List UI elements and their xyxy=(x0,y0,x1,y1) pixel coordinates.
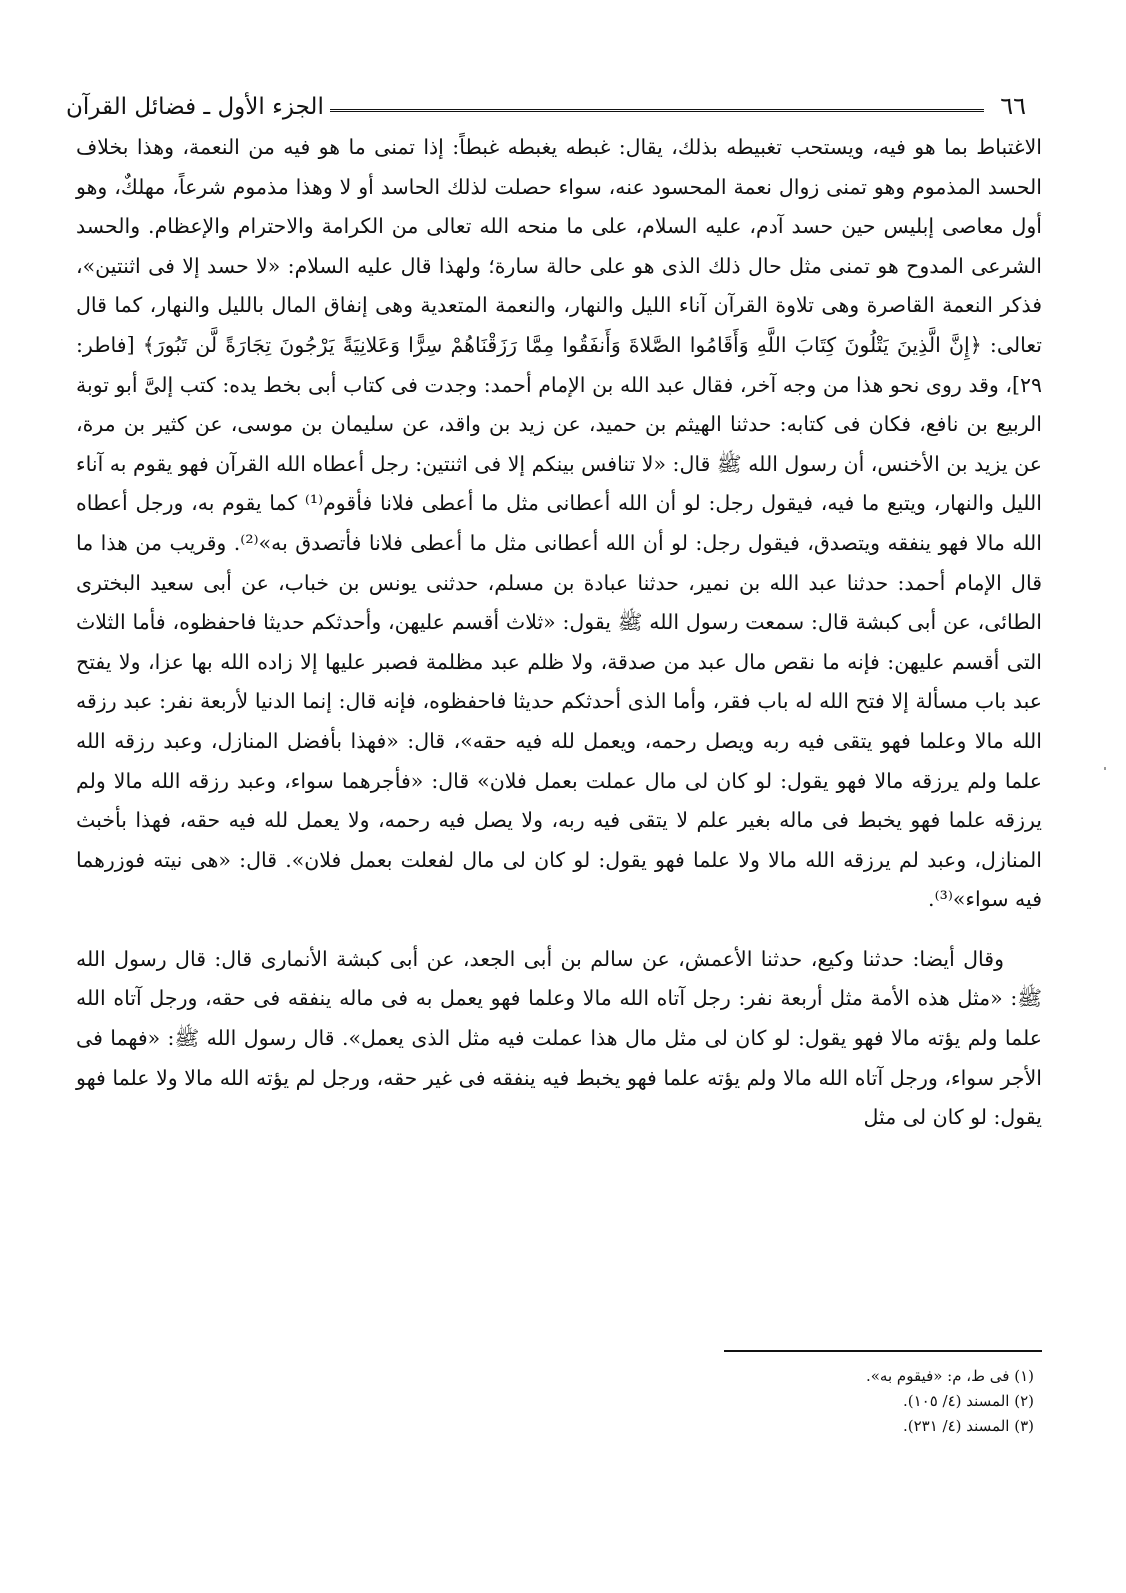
running-title: الجزء الأول ـ فضائل القرآن xyxy=(66,94,324,120)
main-text xyxy=(76,128,1042,1138)
paragraph: الاغتباط بما هو فيه، ويستحب تغبيطه بذلك، يقال: غبطه يغبطه غبطاً: إذا تمنى ما هو فيه من النعمة، وهذا بخلاف الحسد المذموم وهو تمنى زوال نعمة المحسود عنه، سواء حصلت لذلك الحاسد أو لا وهذا مذموم شرعاً، مهلكٌ، وهو أول معاصى إبليس حين حسد آدم، عليه السلام، على ما منحه الله تعالى من الكرامة والاحترام والإعظام. والحسد الشرعى المدوح هو تمنى مثل حال ذلك الذى هو على حالة سارة؛ ولهذا قال عليه السلام: «لا حسد إلا فى اثنتين»، فذكر النعمة القاصرة وهى تلاوة القرآن آناء الليل والنهار، والنعمة المتعدية وهى إنفاق المال بالليل والنهار، كما قال تعالى: ﴿إِنَّ الَّذِينَ يَتْلُونَ كِتَابَ اللَّهِ وَأَقَامُوا الصَّلاةَ وَأَنفَقُوا مِمَّا رَزَقْنَاهُمْ سِرًّا وَعَلانِيَةً يَرْجُونَ تِجَارَةً لَّن تَبُورَ﴾ [فاطر: ٢٩]، وقد روى نحو هذا من وجه آخر، فقال عبد الله بن الإمام أحمد: وجدت فى كتاب أبى بخط يده: كتب إلىَّ أبو توبة الربيع بن نافع، فكان فى كتابه: حدثنا الهيثم بن حميد، عن زيد بن واقد، عن سليمان بن موسى، عن كثير بن مرة، عن يزيد بن الأخنس، أن رسول الله ﷺ قال: «لا تنافس بينكم إلا فى اثنتين: رجل أعطاه الله القرآن فهو يقوم به آناء الليل والنهار، ويتبع ما فيه، فيقول رجل: لو أن الله أعطانى مثل ما أعطى فلانا فأقوم⁽¹⁾ كما يقوم به، ورجل أعطاه الله مالا فهو ينفقه ويتصدق، فيقول رجل: لو أن الله أعطانى مثل ما أعطى فلانا فأتصدق به»⁽²⁾. وقريب من هذا ما قال الإمام أحمد: حدثنا عبد الله بن نمير، حدثنا عبادة بن مسلم، حدثنى يونس بن خباب، عن أبى سعيد البخترى الطائى، عن أبى كبشة قال: سمعت رسول الله ﷺ يقول: «ثلاث أقسم عليهن، وأحدثكم حديثا فاحفظوه، فأما الثلاث التى أقسم عليهن: فإنه ما نقص مال عبد من صدقة، ولا ظلم عبد مظلمة فصبر عليها إلا زاده الله بها عزا، ولا يفتح عبد باب مسألة إلا فتح الله له باب فقر، وأما الذى أحدثكم حديثا فاحفظوه، فإنه قال: إنما الدنيا لأربعة نفر: عبد رزقه الله مالا وعلما فهو يتقى فيه ربه ويصل رحمه، ويعمل لله فيه حقه»، قال: «فهذا بأفضل المنازل، وعبد رزقه الله علما ولم يرزقه مالا فهو يقول: لو كان لى مال عملت بعمل فلان» قال: «فأجرهما سواء، وعبد رزقه الله مالا ولم يرزقه علما فهو يخبط فى ماله بغير علم لا يتقى فيه ربه، ولا يصل فيه رحمه، ولا يعمل لله فيه حقه، فهذا بأخبث المنازل، وعبد لم يرزقه الله مالا ولا علما فهو يقول: لو كان لى مال لفعلت بعمل فلان». قال: «هى نيته فوزرهما فيه سواء»⁽³⁾. xyxy=(76,135,1042,912)
footnote: (٣) المسند (٤/ ٢٣١). xyxy=(902,1417,1034,1435)
scan-mark xyxy=(1104,767,1106,770)
page-number: ٦٦ xyxy=(1000,92,1026,120)
running-header xyxy=(66,80,1026,120)
paragraph: وقال أيضا: حدثنا وكيع، حدثنا الأعمش، عن سالم بن أبى الجعد، عن أبى كبشة الأنمارى قال: قال رسول الله ﷺ: «مثل هذه الأمة مثل أربعة نفر: رجل آتاه الله مالا وعلما فهو يعمل به فى ماله ينفقه فى حقه، ورجل آتاه الله علما ولم يؤته مالا فهو يقول: لو كان لى مثل مال هذا عملت فيه مثل الذى يعمل». قال رسول الله ﷺ: «فهما فى الأجر سواء، ورجل آتاه الله مالا ولم يؤته علما فهو يخبط فيه ينفقه فى غير حقه، ورجل لم يؤته الله مالا ولا علما فهو يقول: لو كان لى مثل xyxy=(76,946,1042,1130)
header-rule xyxy=(330,109,984,112)
footnotes xyxy=(434,1364,1034,1439)
footnote: (١) فى ط، م: «فيقوم به». xyxy=(865,1367,1034,1385)
footnote-separator xyxy=(724,1350,1042,1352)
footnote: (٢) المسند (٤/ ١٠٥). xyxy=(902,1392,1034,1410)
